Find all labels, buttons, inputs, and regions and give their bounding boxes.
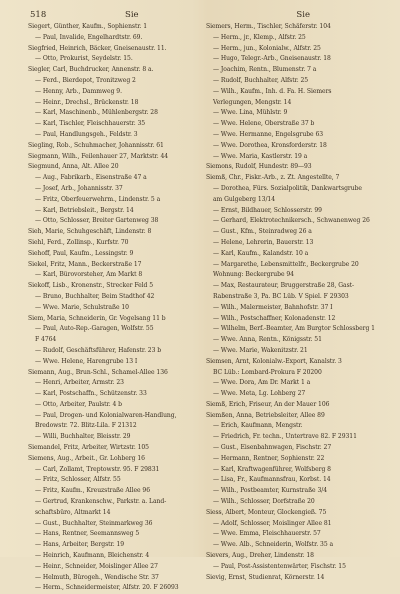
directory-entry: Siegler, Carl, Buchdrucker, Annenstr. 8 a. bbox=[28, 66, 154, 74]
directory-entry: Siemann, Aug., Brun-Schl., Schamel-Allee 136 bbox=[28, 368, 168, 376]
directory-entry: — Paul, Handlungsgeh., Feldstr. 3 bbox=[35, 130, 138, 138]
directory-entry: — Karl, Kaufm., Kalandstr. 10 a bbox=[213, 249, 309, 257]
directory-entry: — Otto, Schlosser, Breiter Gartenweg 38 bbox=[35, 217, 159, 225]
directory-entry: — Hans, Rentner, Seemannsweg 5 bbox=[35, 530, 140, 538]
left-running-head: Sie bbox=[125, 10, 139, 20]
directory-entry: — Wilhelm, Berf.-Beamter, Am Burgtor Schlossberg 1 bbox=[213, 325, 375, 333]
directory-entry: Sievig, Ernst, Studienrat, Körnerstr. 14 bbox=[206, 573, 325, 581]
directory-entry: — Wwe. Meta, Lg. Lohberg 27 bbox=[213, 390, 306, 398]
right-running-head: Sie bbox=[296, 10, 310, 20]
directory-entry: — Paul, Invalide, Engelhardtstr. 69. bbox=[35, 33, 143, 41]
directory-entry: Siemßen, Anna, Betriebsleiter, Allee 89 bbox=[206, 411, 325, 419]
directory-entry: Siemens, Aug., Arbeit., Gr. Lohberg 16 bbox=[28, 454, 145, 462]
directory-entry: — Karl, Maschinenb., Mühlenbergstr. 28 bbox=[35, 109, 158, 117]
directory-entry: Siemons, Rudolf, Hundestr. 89—93 bbox=[206, 163, 312, 171]
directory-entry: — Wwe. Maria, Kastlerstr. 19 a bbox=[213, 152, 308, 160]
directory-entry: — Wwe. Marie, Schulstraße 10 bbox=[35, 303, 129, 311]
directory-entry: — Heinr., Drechsl., Brückenstr. 18 bbox=[35, 98, 139, 106]
directory-entry: Verlegungen, Mengstr. 14 bbox=[213, 98, 292, 106]
directory-entry: — Helmuth, Bürogeh., Wendische Str. 37 bbox=[35, 573, 159, 581]
directory-entry: Bredowstr. 72. Blitz-Lila. F 21312 bbox=[35, 422, 137, 430]
directory-entry: — Gust., Kfm., Steinradweg 26 a bbox=[213, 228, 312, 236]
directory-entry: am Gulgeberg 13/14 bbox=[213, 195, 276, 203]
directory-entry: — Wwe. Anna, Rentn., Königsstr. 51 bbox=[213, 336, 322, 344]
directory-entry: Wohnung: Beckergrube 94 bbox=[213, 271, 294, 279]
directory-entry: — Karl, Kraftwagenführer, Wolfsberg 8 bbox=[213, 465, 331, 473]
directory-entry: Siekoff, Lisb., Kronenstr., Strecker Feld 5 bbox=[28, 282, 154, 290]
directory-entry: — Hans, Arbeiter, Bergstr. 19 bbox=[35, 541, 125, 549]
directory-entry: — Fritz, Schlosser, Alfstr. 55 bbox=[35, 476, 121, 484]
directory-entry: — Carl, Zollamt, Treptowstr. 95. F 29831 bbox=[35, 465, 160, 473]
directory-entry: — Wwe. Lina, Mühlstr. 9 bbox=[213, 109, 288, 117]
directory-entry: schaftsbüro, Altmarkt 14 bbox=[35, 508, 111, 516]
directory-entry: — Wwe. Hermanne, Engelsgrube 63 bbox=[213, 130, 324, 138]
directory-entry: — Karl, Tischler, Fleischhauerstr. 35 bbox=[35, 120, 146, 128]
directory-entry: — Otto, Prokurist, Seydelstr. 15. bbox=[35, 55, 133, 63]
directory-entry: — Wilh., Postbeamter, Kurnstraße 3/4 bbox=[213, 487, 328, 495]
directory-entry: — Herm., jr., Klemp., Alfstr. 25 bbox=[213, 33, 306, 41]
directory-entry: Siehl, Ferd., Zollinsp., Kurfstr. 70 bbox=[28, 238, 129, 246]
directory-entry: — Wilh., Postschaffner, Kolonadenstr. 12 bbox=[213, 314, 336, 322]
directory-entry: — Wwe. Marie, Wakenitzstr. 21 bbox=[213, 346, 308, 354]
directory-entry: — Hugo, Telegr.-Arb., Gneisenaustr. 18 bbox=[213, 55, 331, 63]
directory-entry: — Karl, Postschaffn., Schützenstr. 33 bbox=[35, 390, 147, 398]
directory-entry: — Wwe. Emma, Fleischhauerstr. 57 bbox=[213, 530, 321, 538]
directory-entry: — Heinrich, Kaufmann, Bleichenstr. 4 bbox=[35, 552, 150, 560]
directory-entry: — Ferd., Bierdepot, Tronitzweg 2 bbox=[35, 76, 136, 84]
directory-entry: — Friedrich, Fr. techn., Untertrave 82. F 29311 bbox=[213, 433, 357, 441]
directory-entry: — Wwe. Dora, Am Dr. Markt 1 a bbox=[213, 379, 311, 387]
directory-entry: — Wilh., Kaufm., Inh. d. Fa. H. Siemers bbox=[213, 87, 332, 95]
directory-entry: — Karl, Betriebsleit., Bergstr. 14 bbox=[35, 206, 134, 214]
directory-entry: — Paul, Auto-Rep.-Garagen, Wolfstr. 55 bbox=[35, 325, 154, 333]
directory-entry: — Rudolf, Buchhalter, Alfstr. 25 bbox=[213, 76, 309, 84]
directory-entry: — Karl, Bürovorsteher, Am Markt 8 bbox=[35, 271, 143, 279]
directory-entry: — Margarethe, Lebensmittelfr., Beckergrube 20 bbox=[213, 260, 359, 268]
directory-entry: — Willi, Buchhalter, Bleisstr. 29 bbox=[35, 433, 131, 441]
directory-entry: — Helene, Lehrerin, Bauerstr. 13 bbox=[213, 238, 314, 246]
directory-entry: — Adolf, Schlosser, Moislinger Allee 81 bbox=[213, 519, 332, 527]
directory-entry: — Wwe. Helene, Oberstraße 37 b bbox=[213, 120, 315, 128]
directory-entry: — Gerhard, Elektrotechnikersch., Schwanenweg 26 bbox=[213, 217, 370, 225]
directory-entry: — Henny, Arb., Dammweg 9. bbox=[35, 87, 122, 95]
page-header bbox=[30, 10, 370, 22]
directory-entry: Siemers, Herm., Tischler, Schäferstr. 104 bbox=[206, 23, 331, 30]
directory-entry: Siegmund, Anna, Alt. Allee 20 bbox=[28, 163, 119, 171]
page-number: 518 bbox=[30, 10, 47, 20]
directory-entry: — Wwe. Alb., Schneiderin, Wolfstr. 35 a bbox=[213, 541, 334, 549]
directory-entry: — Henri, Arbeiter, Armstr. 23 bbox=[35, 379, 124, 387]
directory-entry: — Wwe. Dorothea, Kronsforderstr. 18 bbox=[213, 141, 327, 149]
directory-entry: BC Lüb.: Lombard-Prokura F 20200 bbox=[213, 368, 322, 376]
directory-entry: — Herm., jun., Kolonialw., Alfstr. 25 bbox=[213, 44, 321, 52]
directory-entry: — Paul, Drogen- und Kolonialwaren-Handlung, bbox=[35, 411, 177, 419]
directory-entry: Siehoff, Paul, Kaufm., Lessingstr. 9 bbox=[28, 249, 134, 257]
directory-entry: Sievers, Aug., Dreher, Lindenstr. 18 bbox=[206, 552, 314, 560]
directory-entry: — Bruno, Buchhalter, Beim Stadthof 42 bbox=[35, 292, 155, 300]
directory-entry: — Fritz, Kaufm., Kreuzstraße Allee 96 bbox=[35, 487, 150, 495]
directory-entry: Siemß, Erich, Friseur, An der Mauer 106 bbox=[206, 400, 330, 408]
directory-entry: — Otto, Arbeiter, Paulstr. 4 b bbox=[35, 400, 122, 408]
directory-entry: — Aug., Fabrikarb., Eisenstraße 47 a bbox=[35, 174, 147, 182]
directory-entry: — Max, Restaurateur, Bruggerstraße 28, Gast- bbox=[213, 282, 355, 290]
directory-entry: — Hermann, Rentner, Sophienstr. 22 bbox=[213, 454, 325, 462]
directory-entry: Siemsen, Arnt, Kolonialw.-Export, Kanalstr. 3 bbox=[206, 357, 342, 365]
directory-entry: Siegling, Rob., Schuhmacher, Johannisstr. 61 bbox=[28, 141, 164, 149]
left-column bbox=[28, 22, 192, 594]
directory-entry: Siem, Maria, Schneiderin, Gr. Vogelsang 11 b bbox=[28, 314, 166, 322]
directory-entry: Siekel, Fritz, Mann., Beckerstraße 17 bbox=[28, 260, 142, 268]
directory-entry: Siemandel, Fritz, Arbeiter, Wirtzstr. 105 bbox=[28, 444, 149, 452]
directory-entry: — Paul, Post-Assistentenwärter, Fischstr. 15 bbox=[213, 562, 346, 570]
directory-entry: — Lisa, Fr., Kaufmannsfrau, Korbst. 14 bbox=[213, 476, 331, 484]
directory-entry: — Erich, Kaufmann, Mengstr. bbox=[213, 422, 303, 430]
directory-entry: Rabenstraße 3, Pa. BC Lüb. V Spiel. F 29303 bbox=[213, 292, 349, 300]
directory-entry: F 4764 bbox=[35, 336, 57, 344]
directory-entry: — Wilh., Malermeister, Bahnhofstr. 37 I bbox=[213, 303, 333, 311]
directory-entry: Siegfried, Heinrich, Bäcker, Gneisenaustr. 11. bbox=[28, 44, 167, 52]
directory-entry: — Fritz, Oberfeuerwehrm., Lindenstr. 5 a bbox=[35, 195, 161, 203]
directory-entry: Siegmann, Wilh., Feilenhauer 27, Marktstr. 44 bbox=[28, 152, 169, 160]
directory-entry: Siegert, Günther, Kaufm., Sophienstr. 1 bbox=[28, 23, 148, 30]
directory-entry: — Herm., Schneidermeister, Alfstr. 20. F 26093 bbox=[35, 584, 179, 592]
right-column bbox=[206, 22, 378, 583]
directory-entry: Siemß, Chr., Fiskr.-Arb., z. Zt. Angestellte, 7 bbox=[206, 174, 340, 182]
directory-entry: — Wwe. Helene, Harengrube 13 I bbox=[35, 357, 138, 365]
directory-entry: — Gust., Buchhalter, Steinmarkweg 36 bbox=[35, 519, 153, 527]
directory-entry: — Ernst, Bildhauer, Schlosserstr. 99 bbox=[213, 206, 322, 214]
directory-entry: — Joachim, Rentn., Blumenstr. 7 a bbox=[213, 66, 317, 74]
directory-entry: Siess, Albert, Monteur, Glockengieß. 75 bbox=[206, 508, 327, 516]
directory-entry: — Gertrud, Krankenschw., Parkstr. a. Land- bbox=[35, 498, 167, 506]
directory-entry: — Wilh., Schlosser, Dorfstraße 20 bbox=[213, 498, 315, 506]
directory-entry: — Heinr., Schneider, Moislinger Allee 27 bbox=[35, 562, 158, 570]
directory-entry: — Josef, Arb., Johannisstr. 37 bbox=[35, 184, 123, 192]
directory-entry: — Dorothea, Fürs. Sozialpolitik, Dankwartsgrube bbox=[213, 184, 362, 192]
directory-entry: Sieh, Marie, Schuhgeschäft, Lindenstr. 8 bbox=[28, 228, 152, 236]
directory-entry: — Rudolf, Geschäftsführer, Hafenstr. 23 b bbox=[35, 346, 162, 354]
directory-entry: — Gust., Eisenbahnwagen, Fischstr. 27 bbox=[213, 444, 332, 452]
